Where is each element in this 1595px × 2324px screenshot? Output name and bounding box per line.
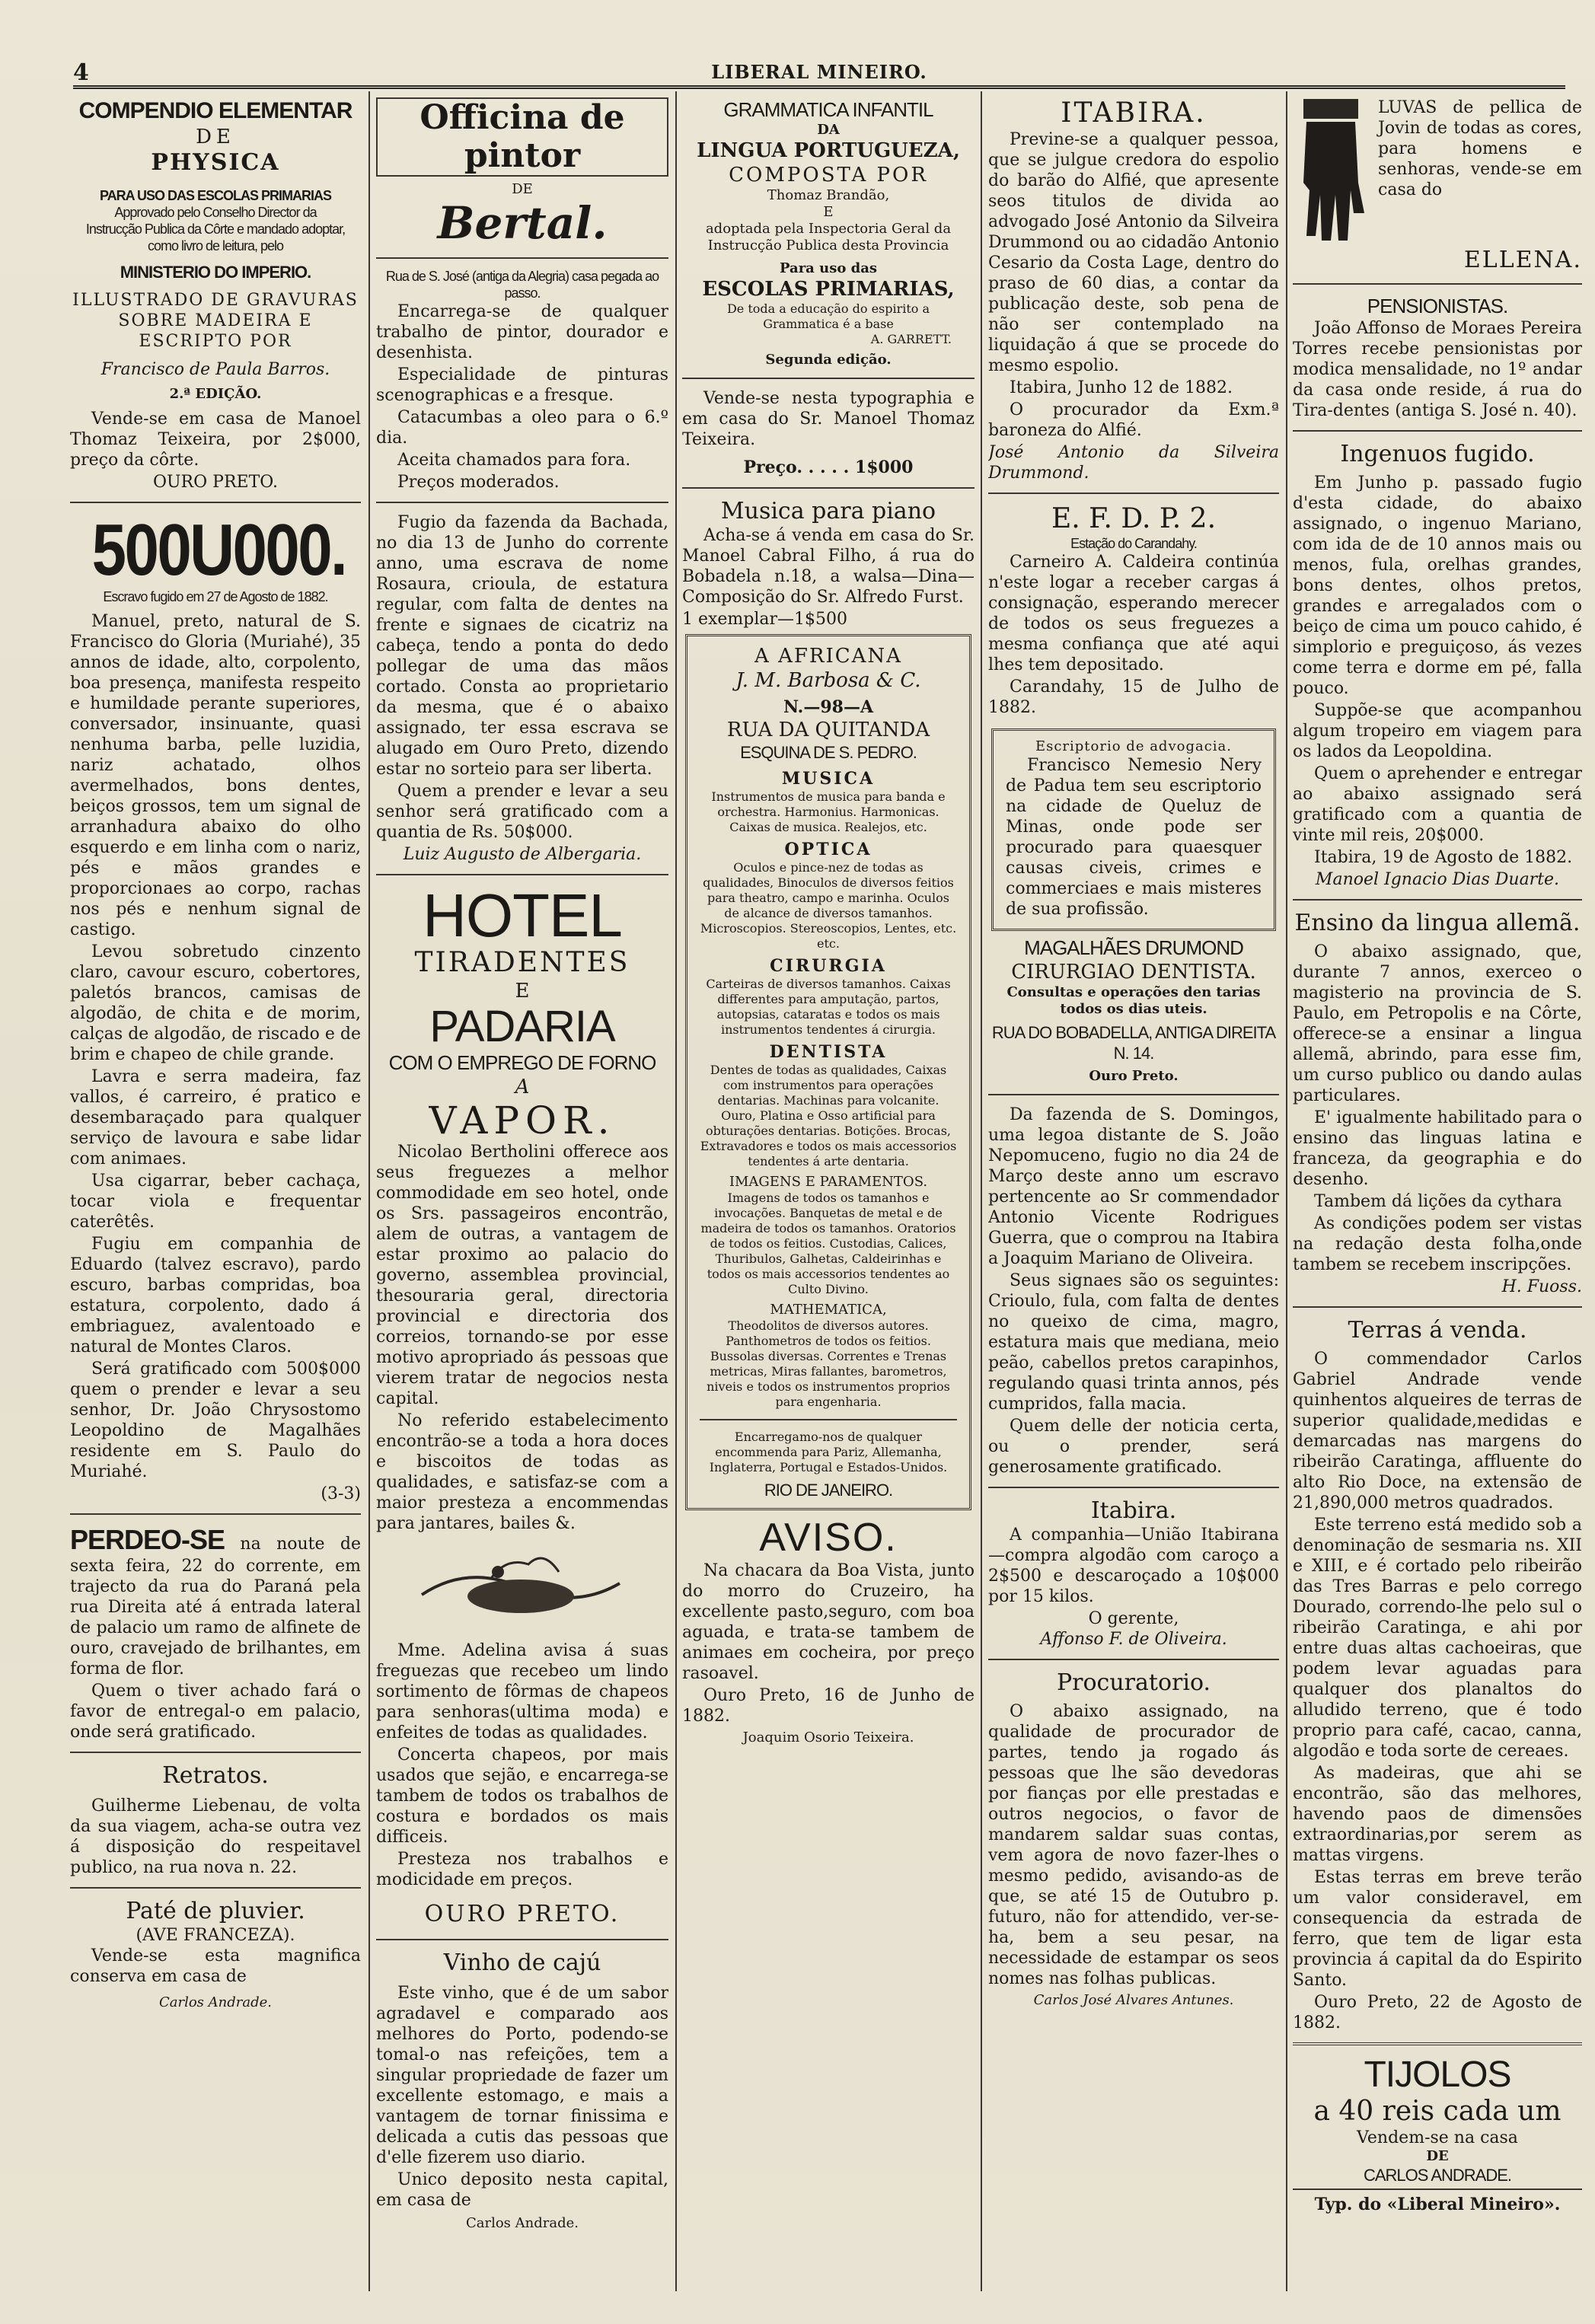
ingenuos-signature: Manoel Ignacio Dias Duarte.	[1315, 870, 1560, 889]
ensino-p3: Tambem dá lições da cythara	[1314, 1192, 1562, 1211]
africana-optica-body: Oculos e pince-nez de todas as qualidades, Binoculos de diversos feitios para theatro, campo e marinha. Oculos de alcance de diversos tamanhos. Microscopios. Stereoscopios, Lentes, etc. etc.	[700, 860, 957, 951]
magalhaes-role: CIRURGIAO DENTISTA.	[1011, 961, 1256, 983]
efdp-body: Carneiro A. Caldeira continúa n'este logar a receber cargas á consignação, esperando merecer de todos os seus freguezes a mesma confiança que até aqui lhes tem depositado.	[988, 553, 1279, 674]
pensionistas-body: João Affonso de Moraes Pereira Torres recebe pensionistas por modica mensalidade, no 1º andar da casa onde reside, á rua do Tira-dentes (antiga S. José n. 40).	[1293, 319, 1582, 420]
ad-grammatica	[682, 97, 975, 478]
hotel-name: TIRADENTES	[414, 947, 630, 978]
luvas-body: LUVAS de pellica de Jovin de todas as cores, para homens e senhoras, vende-se em casa do	[1378, 98, 1582, 199]
fazenda-body: Da fazenda de S. Domingos, uma legoa distante de S. João Nepomuceno, fugio no dia 24 de Março deste anno um escravo pertencente ao Sr commendador Antonio Vicente Rodrigues Guerra, que o comprou na Itabira a Joaquim Mariano de Oliveira.	[988, 1105, 1279, 1268]
ad-pate	[70, 1898, 361, 2011]
africana-optica-title: OPTICA	[784, 840, 872, 859]
divider	[1293, 2042, 1582, 2045]
aviso-signature: Joaquim Osorio Teixeira.	[742, 1729, 914, 1745]
africana-dentista-title: DENTISTA	[769, 1042, 888, 1062]
compendio-title: COMPENDIO ELEMENTAR	[78, 98, 352, 123]
divider	[1293, 430, 1582, 432]
grammatica-escolas: ESCOLAS PRIMARIAS,	[702, 278, 955, 301]
chapeos-place: OURO PRETO.	[424, 1901, 620, 1927]
divider	[1293, 1306, 1582, 1308]
ad-fugio	[376, 512, 668, 865]
reward-p3: Lavra e serra madeira, faz vallos, é carreiro, é pratico e desembaraçado para qualquer serviço de lavoura e sabe lidar com animaes.	[70, 1067, 361, 1168]
vinho-body: Este vinho, que é de um sabor agradavel e comparado aos melhores do Porto, podendo-se tomal-o nas refeições, tem a singular propriedade de fazer um excellente estomago, e mais a vantagem de tornar finissima e delicada a cutis das pessoas que d'elle fizerem uso diario.	[376, 1984, 668, 2167]
pate-signature: Carlos Andrade.	[158, 1994, 272, 2010]
vinho-signature: Carlos Andrade.	[465, 2215, 579, 2231]
grammatica-edition: Segunda edição.	[765, 352, 892, 368]
grammatica-price: Preço. . . . . 1$000	[743, 457, 914, 477]
ad-africana	[685, 634, 971, 1510]
compendio-edition: 2.ª EDIÇÃO.	[169, 386, 262, 402]
terras-p3: As madeiras, que ahi se encontrão, são das melhores, havendo paos de dimensões extraordinarias,por serem as mattas virgens.	[1293, 1764, 1582, 1865]
ensino-p4: As condições podem ser vistas na redação desta folha,onde tambem se recebem inscripções.	[1293, 1214, 1582, 1274]
ad-hotel	[376, 881, 668, 1534]
magalhaes-place: Ouro Preto.	[1089, 1068, 1179, 1084]
ad-officina	[376, 97, 668, 493]
column-rule	[368, 91, 370, 2291]
divider	[700, 1419, 957, 1420]
itabira2-gerente: O gerente,	[1088, 1609, 1179, 1628]
perdeo-body: na noute de sexta feira, 22 do corrente, em trajecto da rua do Paraná pela rua Direita até á entrada lateral de palacio um ramo de alfinete de ouro, cravejado de brilhantes, em forma de flor.	[70, 1535, 361, 1678]
officina-de: DE	[512, 181, 533, 197]
divider	[1293, 283, 1582, 285]
grammatica-para: Para uso das	[779, 260, 877, 276]
ingenuos-p3: Quem o aprehender e entregar ao abaixo assignado será gratificado com a quantia de vinte mil reis, 20$000.	[1293, 764, 1582, 845]
vinho-title: Vinho de cajú	[443, 1949, 601, 1976]
column-rule	[1286, 91, 1287, 2291]
divider	[70, 502, 361, 503]
tijolos-title: TIJOLOS	[1364, 2055, 1511, 2095]
africana-firm: J. M. Barbosa & C.	[735, 669, 921, 692]
officina-p4: Aceita chamados para fora.	[397, 451, 631, 470]
reward-p6: Será gratificado com 500$000 quem o prender e levar a seu senhor, Dr. João Chrysostomo Leopoldino de Magalhães residente em S. Paulo do Muriahé.	[70, 1360, 361, 1481]
hotel-p2: No referido estabelecimento encontrão-se a toda a hora doces e biscoitos de todas as qualidades, e satisfaz-se com a maior presteza a encommendas para jantares, bailes &.	[376, 1411, 668, 1533]
fugio-body: Fugio da fazenda da Bachada, no dia 13 de Junho do corrente anno, uma escrava de nome Rosaura, crioula, de estatura regular, com falta de dentes na frente e signaes de cicatriz na cabeça, tendo a ponta do dedo pollegar de uma das mãos cortado. Consta ao proprietario da mesma, que é o abaixo assignado, ter essa escrava se alugado em Ouro Preto, dizendo estar no sorteio para ser liberta.	[376, 513, 668, 779]
reward-p5: Fugiu em companhia de Eduardo (talvez escravo), pardo escuro, barbas compridas, boa estatura, corpolento, dado á embriaguez, avalentoado e natural de Montes Claros.	[70, 1235, 361, 1356]
header-rule	[73, 85, 1565, 89]
ad-pensionistas	[1293, 294, 1582, 421]
officina-name: Bertal.	[437, 197, 608, 249]
ingenuos-p4: Itabira, 19 de Agosto de 1882.	[1314, 848, 1573, 867]
hotel-padaria: PADARIA	[429, 1002, 615, 1051]
ad-retratos	[70, 1762, 361, 1878]
hotel-vapor: VAPOR.	[429, 1098, 616, 1143]
efdp-station: Estação do Carandahy.	[1070, 536, 1197, 551]
hotel-forno: COM O EMPREGO DE FORNO	[388, 1051, 656, 1074]
ingenuos-p2: Suppõe-se que acompanhou algum tropeiro em viagem para os lados da Leopoldina.	[1293, 701, 1582, 761]
grammatica-adoptada: adoptada pela Inspectoria Geral da Instrucção Publica desta Provincia	[705, 221, 952, 253]
musica-body: Acha-se á venda em casa do Sr. Manoel Cabral Filho, á rua do Bobadela n.18, a walsa—Dina—Composição do Sr. Alfredo Furst.	[682, 526, 975, 607]
ad-chapeos	[376, 1640, 668, 1928]
ad-efdp	[988, 503, 1279, 718]
reward-subtitle: Escravo fugido em 27 de Agosto de 1882.	[103, 589, 328, 604]
fazenda-p2: Seus signaes são os seguintes: Crioulo, fula, com falta de dentes no queixo de cima, magro, estatura mais que mediana, meio peão, cabellos pretos carapinhos, regulando quasi trinta annos, pés cumpridos, falla macia.	[988, 1271, 1279, 1414]
chapeos-p3: Presteza nos trabalhos e modicidade em preços.	[376, 1850, 668, 1889]
reward-p4: Usa cigarrar, beber cachaça, tocar viola e frequentar caterêtês.	[70, 1172, 361, 1232]
divider	[988, 1094, 1279, 1095]
tijolos-price: a 40 reis cada um	[1313, 2096, 1562, 2127]
fugio-p2: Quem a prender e levar a seu senhor será gratificado com a quantia de Rs. 50$000.	[376, 782, 668, 842]
tijolos-sale: Vendem-se na casa	[1357, 2128, 1518, 2147]
itabira2-signature: Affonso F. de Oliveira.	[1040, 1630, 1227, 1649]
column-5	[1293, 97, 1582, 2305]
ensino-p2: E' igualmente habilitado para o ensino das linguas latina e franceza, da geographia e do desenho.	[1293, 1108, 1582, 1189]
divider	[682, 487, 975, 489]
divider	[988, 493, 1279, 494]
divider	[70, 1513, 361, 1515]
terras-title: Terras á venda.	[1348, 1317, 1527, 1344]
compendio-author: Francisco de Paula Barros.	[100, 360, 330, 379]
divider	[376, 257, 668, 259]
africana-title: A AFRICANA	[754, 645, 902, 668]
retratos-title: Retratos.	[162, 1762, 269, 1789]
terras-body: O commendador Carlos Gabriel Andrade vende quinhentos alqueires de terras de superior qualidade,medidas e demarcadas nas margens do ribeirão Caratinga, affluente do alto Rio Doce, na extensão de 21,890,000 metros quadrados.	[1293, 1350, 1582, 1513]
ad-itabira-companhia	[988, 1497, 1279, 1650]
perdeo-title: PERDEO-SE	[70, 1524, 225, 1555]
efdp-title: E. F. D. P. 2.	[1051, 503, 1217, 534]
africana-musica-title: MUSICA	[781, 769, 876, 789]
hotel-body: Nicolao Bertholini offerece aos seus freguezes a melhor commodidade em seo hotel, onde os Srs. passageiros encontrão, alem de outras, a vantagem de estar proximo ao palacio do governo, assemblea provincial, thesouraria geral, directoria provincial e directoria dos correios, tornando-se por esse motivo apropriado ás pessoas que vierem tratar de negocios nesta capital.	[376, 1143, 668, 1408]
ad-ensino	[1293, 910, 1582, 1297]
column-4	[988, 97, 1279, 2305]
fugio-signature: Luiz Augusto de Albergaria.	[403, 845, 642, 864]
ad-reward	[70, 509, 361, 1504]
divider	[70, 1887, 361, 1889]
reward-amount: 500U000.	[91, 509, 346, 591]
ensino-title: Ensino da lingua allemã.	[1294, 910, 1581, 936]
glove-icon	[1293, 99, 1369, 244]
ad-ingenuos	[1293, 441, 1582, 890]
ad-luvas	[1293, 97, 1582, 274]
divider	[682, 378, 975, 379]
divider	[376, 874, 668, 875]
ornament-flourish	[376, 1541, 668, 1633]
aviso-title: AVISO.	[759, 1516, 898, 1560]
compendio-approval: Approvado pelo Conselho Director da Instrucção Publica da Côrte e mandado adoptar, como livro de leitura, pelo	[85, 205, 346, 253]
africana-number: N.—98—A	[783, 697, 874, 717]
grammatica-title: GRAMMATICA INFANTIL	[723, 98, 933, 121]
itabira-p3: O procurador da Exm.ª baroneza do Alfié.	[988, 400, 1279, 440]
ad-procuratorio	[988, 1669, 1279, 2009]
aviso-p2: Ouro Preto, 16 de Junho de 1882.	[682, 1686, 975, 1726]
compendio-ministry: MINISTERIO DO IMPERIO.	[120, 263, 311, 282]
officina-address: Rua de S. José (antiga da Alegria) casa pegada ao passo.	[385, 269, 659, 301]
pate-title: Paté de pluvier.	[126, 1898, 305, 1924]
africana-dentista-body: Dentes de todas as qualidades, Caixas com instrumentos para operações dentarias. Machinas para volcanite. Ouro, Platina e Osso artificial para obturações dentarias. Botições. Brocas, Extravadores e todos os mais accessorios tendentes á arte dentaria.	[700, 1063, 957, 1168]
ad-terras	[1293, 1317, 1582, 2033]
grammatica-lingua: LINGUA PORTUGUEZA,	[697, 139, 960, 162]
africana-musica-body: Instrumentos de musica para banda e orchestra. Harmonius. Harmonicas. Caixas de musica. Realejos, etc.	[711, 789, 946, 834]
grammatica-da: DA	[817, 122, 840, 138]
grammatica-quote: De toda a educação do espirito a Grammatica é a base	[726, 301, 930, 331]
hotel-title: HOTEL	[423, 881, 622, 949]
magalhaes-hours: Consultas e operações den tarias todos os dias uteis.	[1006, 984, 1261, 1017]
procuratorio-signature: Carlos José Alvares Antunes.	[1033, 1992, 1234, 2008]
musica-p2: 1 exemplar—1$500	[682, 610, 848, 629]
africana-cirurgia-title: CIRURGIA	[770, 956, 887, 976]
chapeos-body: Mme. Adelina avisa á suas freguezas que recebeo um lindo sortimento de fôrmas de chapeos para senhoras(ultima moda) e enfeites de todas as qualidades.	[376, 1641, 668, 1742]
africana-encomendas: Encarregamo-nos de qualquer encommenda para Pariz, Allemanha, Inglaterra, Portugal e Estados-Unidos.	[709, 1430, 948, 1474]
column-rule	[981, 91, 982, 2291]
grammatica-quote-author: A. GARRETT.	[870, 332, 952, 346]
africana-corner: ESQUINA DE S. PEDRO.	[740, 743, 917, 762]
procuratorio-body: O abaixo assignado, na qualidade de procurador de partes, tendo ja rogado ás pessoas que lhe são devedoras por fianças por elle prestadas e outros negocios, o favor de mandarem saldar suas contas, vem agora de novo fazer-lhes o mesmo pedido, avisando-as de que, se até 15 de Outubro p. futuro, não for attendido, ver-se-ha, bem a seu pesar, na necessidade de estampar os seos nomes nas folhas publicas.	[988, 1702, 1279, 1988]
ad-compendio	[70, 97, 361, 493]
itabira2-title: Itabira.	[1090, 1497, 1177, 1524]
itabira-body: Previne-se a qualquer pessoa, que se julgue credora do espolio do barão do Alfié, que apresente seos titulos de divida ao advogado José Antonio da Silveira Drummond ou ao cidadão Antonio Cesario da Costa Lage, dentro do praso de 60 dias, a contar da publicação deste, sob pena de não ser contemplado na liquidação á que se procede do mesmo espolio.	[988, 130, 1279, 375]
compendio-subject: PHYSICA	[151, 149, 280, 176]
perdeo-p2: Quem o tiver achado fará o favor de entregal-o em palacio, onde será gratificado.	[70, 1682, 361, 1742]
page-number: 4	[73, 59, 89, 86]
retratos-body: Guilherme Liebenau, de volta da sua viagem, acha-se outra vez á disposição do respeitavel publico, na rua nova n. 22.	[70, 1796, 361, 1877]
tijolos-seller: CARLOS ANDRADE.	[1293, 2165, 1582, 2190]
officina-title: Officina de pintor	[376, 97, 668, 177]
luvas-shop: ELLENA.	[1463, 247, 1582, 273]
africana-imagens-body: Imagens de todos os tamanhos e invocações. Banquetas de metal e de madeira de todos os tamanhos. Oratorios de todos os feitios. Custodias, Calices, Thuribulos, Galhetas, Caldeirinhas e todos os mais accessorios tendentes ao Culto Divino.	[700, 1191, 956, 1296]
pensionistas-title: PENSIONISTAS.	[1367, 295, 1508, 317]
divider	[988, 1659, 1279, 1660]
africana-cirurgia-body: Carteiras de diversos tamanhos. Caixas differentes para amputação, partos, autopsias, cataratas e todos os mais instrumentos tendentes á cirurgia.	[706, 977, 951, 1037]
hotel-e: E	[515, 980, 530, 1003]
divider	[376, 502, 668, 503]
ad-escriptorio	[991, 728, 1276, 931]
hotel-a: A	[515, 1076, 530, 1098]
aviso-body: Na chacara da Boa Vista, junto do morro do Cruzeiro, ha excellente pasto,seguro, com boa aguada, e trata-se tambem de animaes em cocheira, por preço rasoavel.	[682, 1561, 975, 1683]
ad-musica	[682, 498, 975, 630]
column-rule	[675, 91, 677, 2291]
africana-math-title: MATHEMATICA,	[770, 1302, 887, 1318]
officina-p3: Catacumbas a oleo para o 6.º dia.	[376, 408, 668, 448]
tijolos-de: DE	[1426, 2148, 1449, 2164]
reward-body: Manuel, preto, natural de S. Francisco do Gloria (Muriahé), 35 annos de idade, alto, corpolento, boa presença, manifesta respeito e humildade perante superiores, conversador, insinuante, quasi nenhuma barba, pelle luzidia, nariz achatado, olhos avermelhados, bons dentes, beiços grossos, tem um signal de arranhadura abaixo do olho esquerdo e em linha com o nariz, pés e mãos grandes e proporcionaes ao corpo, rachas nos pés e nenhum signal de castigo.	[70, 612, 361, 939]
compendio-usage: PARA USO DAS ESCOLAS PRIMARIAS	[99, 188, 332, 203]
magalhaes-name: MAGALHÃES DRUMOND	[1024, 936, 1243, 959]
column-2	[376, 97, 668, 2305]
ingenuos-body: Em Junho p. passado fugio d'esta cidade, do abaixo assignado, o ingenuo Mariano, com ida de de 10 annos mais ou menos, fula, orelhas grandes, bons dentes, olhos pretos, grandes e arregalados com o beiço de cima um pouco cahido, é simplorio e preguiçoso, ás vezes come terra e dorme em pé, falla pouco.	[1293, 473, 1582, 698]
ingenuos-title: Ingenuos fugido.	[1340, 441, 1535, 467]
column-3	[682, 97, 975, 2305]
page-header	[73, 56, 1565, 87]
officina-p2: Especialidade de pinturas scenographicas e a fresque.	[376, 365, 668, 405]
divider	[1293, 899, 1582, 901]
ad-magalhaes	[988, 936, 1279, 1085]
itabira2-body: A companhia—União Itabirana—compra algodão com caroço a 2$500 e descaroçado a 10$000 por 15 kilos.	[988, 1525, 1279, 1606]
pate-subtitle: (AVE FRANCEZA).	[136, 1926, 295, 1945]
itabira-p2: Itabira, Junho 12 de 1882.	[1010, 378, 1233, 397]
ad-perdeo	[70, 1524, 361, 1742]
africana-city: RIO DE JANEIRO.	[764, 1481, 893, 1500]
ad-fazenda	[988, 1105, 1279, 1478]
officina-body: Encarrega-se de qualquer trabalho de pintor, dourador e desenhista.	[376, 302, 668, 362]
compendio-sale: Vende-se em casa de Manoel Thomaz Teixeira, por 2$000, preço da côrte.	[70, 410, 361, 470]
ensino-signature: H. Fuoss.	[1501, 1277, 1582, 1296]
fazenda-p3: Quem delle der noticia certa, ou o prender, será generosamente gratificado.	[988, 1417, 1279, 1477]
grammatica-e: E	[823, 204, 834, 220]
compendio-illustrated: ILLUSTRADO DE GRAVURAS SOBRE MADEIRA E ESCRIPTO POR	[72, 291, 359, 351]
africana-math-body: Theodolitos de diversos autores. Panthometros de todos os feitios. Bussolas diversas. Correntes e Trenas metricas, Miras fallantes, barometros, niveis e todos os instrumentos proprios para engenharia.	[707, 1318, 950, 1409]
africana-imagens-title: IMAGENS E PARAMENTOS.	[729, 1174, 928, 1190]
escriptorio-title: Escriptorio de advogacia.	[1035, 738, 1233, 754]
pate-body: Vende-se esta magnifica conserva em casa de	[70, 1946, 361, 1986]
escriptorio-body: Francisco Nemesio Nery de Padua tem seu escriptorio na cidade de Queluz de Minas, onde pode ser procurado para quaesquer causas civeis, crimes e commerciaes e mais misteres de sua profissão.	[1006, 756, 1262, 919]
divider	[988, 1487, 1279, 1488]
grammatica-body: Vende-se nesta typographia e em casa do Sr. Manoel Thomaz Teixeira.	[682, 389, 975, 449]
terras-p5: Ouro Preto, 22 de Agosto de 1882.	[1293, 1993, 1582, 2032]
ad-vinho	[376, 1949, 668, 2232]
terras-p4: Estas terras em breve terão um valor consideravel, em consequencia da estrada de ferro, que tem de ligar esta provincia á capital da do Espirito Santo.	[1293, 1868, 1582, 1990]
column-1	[70, 97, 361, 2305]
ensino-body: O abaixo assignado, que, durante 7 annos, exerceo o magisterio na provincia de S. Paulo, em Petropolis e na Côrte, offerece-se a ensinar a lingua allemã, abrindo, para esse fim, um curso publico ou dando aulas particulares.	[1293, 942, 1582, 1105]
musica-title: Musica para piano	[720, 498, 936, 524]
terras-p2: Este terreno está medido sob a denominação de sesmaria ns. XII e XIII, e é cortado pelo ribeirão das Tres Barras e pelo corrego Dourado, correndo-lhe pelo sul o ribeirão Caratinga, e ahi por entre duas altas cachoeiras, que podem levar aguadas para qualquer dos planaltos do alludido terreno, que é todo proprio para café, cacao, canna, algodão e toda sorte de cereaes.	[1293, 1516, 1582, 1761]
masthead: LIBERAL MINEIRO.	[711, 61, 927, 83]
chapeos-p2: Concerta chapeos, por mais usados que sejão, e encarrega-se tambem de todos os trabalhos de costura e bordados os mais difficeis.	[376, 1745, 668, 1847]
compendio-place: OURO PRETO.	[152, 473, 278, 492]
procuratorio-title: Procuratorio.	[1056, 1669, 1211, 1696]
ad-tijolos	[1293, 2055, 1582, 2215]
efdp-p2: Carandahy, 15 de Julho de 1882.	[988, 677, 1279, 717]
compendio-de: DE	[196, 126, 235, 148]
printer-imprint: Typ. do «Liberal Mineiro».	[1314, 2195, 1561, 2214]
magalhaes-address: RUA DO BOBADELLA, ANTIGA DIREITA N. 14.	[991, 1023, 1276, 1063]
divider	[376, 1939, 668, 1940]
reward-p2: Levou sobretudo cinzento claro, cavour escuro, cobertores, paletós brancos, camisas de algodão, de chita e de morim, calças de algodão, de riscado e de brim e chapeo de chile grande.	[70, 942, 361, 1064]
reward-ref: (3-3)	[321, 1484, 361, 1503]
grammatica-author: Thomaz Brandão,	[767, 187, 890, 203]
grammatica-composta: COMPOSTA POR	[729, 164, 928, 186]
itabira-signature: José Antonio da Silveira Drummond.	[988, 443, 1279, 483]
itabira-title: ITABIRA.	[1061, 97, 1207, 129]
africana-street: RUA DA QUITANDA	[726, 719, 930, 741]
vinho-p2: Unico deposito nesta capital, em casa de	[376, 2170, 668, 2210]
ad-aviso	[682, 1515, 975, 1746]
officina-p5: Preços moderados.	[397, 473, 560, 492]
ad-itabira-espolio	[988, 97, 1279, 483]
divider	[70, 1752, 361, 1753]
